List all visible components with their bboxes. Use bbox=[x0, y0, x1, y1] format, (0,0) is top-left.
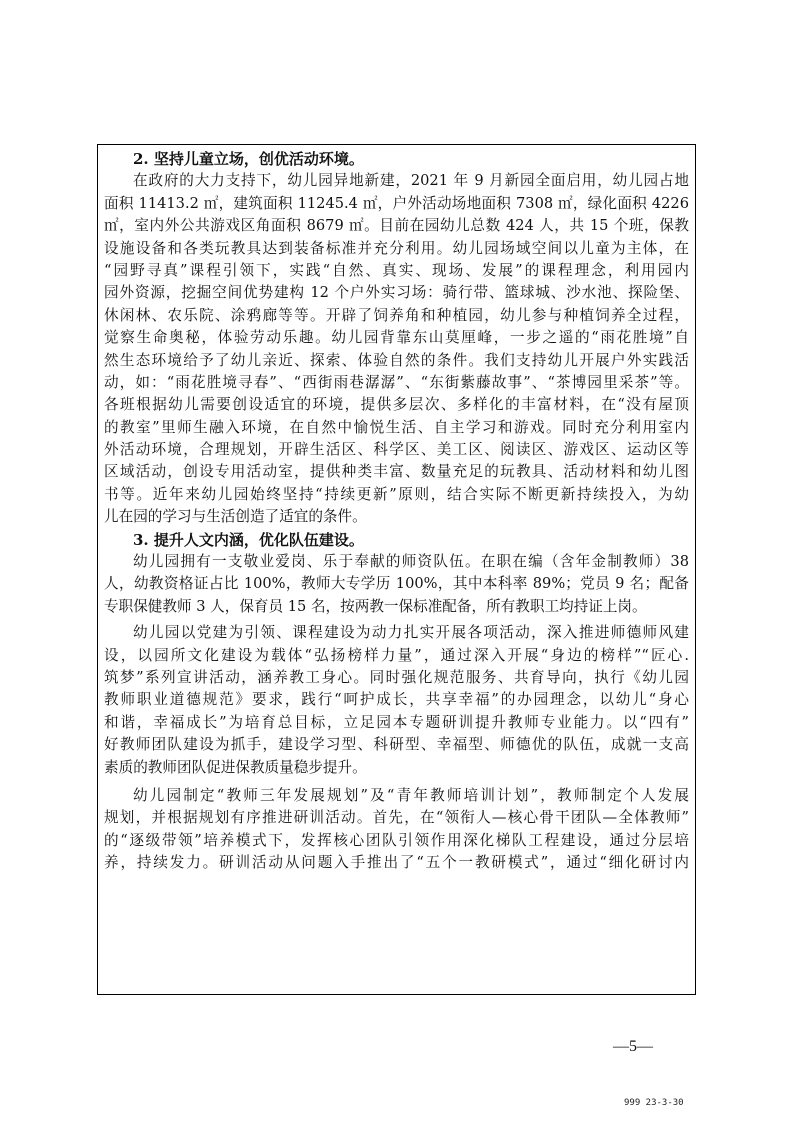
text-line: ㎡，室内外公共游戏区角面积 8679 ㎡。目前在园幼儿总数 424 人，共 15 个班，保教 bbox=[104, 217, 689, 235]
section-2-paragraph bbox=[104, 170, 689, 528]
text-line: 人，幼教资格证占比 100%，教师大专学历 100%，其中本科率 89%；党员 9 名；配备 bbox=[104, 575, 689, 593]
text-line: 区域活动，创设专用活动室，提供种类丰富、数量充足的玩教具、活动材料和幼儿图 bbox=[104, 463, 689, 481]
text-line: 和谐，幸福成长”为培育总目标，立足园本专题研训提升教师专业能力。以“四有” bbox=[104, 713, 689, 731]
text-line: 筑梦”系列宣讲活动，涵养教工身心。同时强化规范服务、共育导向，执行《幼儿园 bbox=[104, 668, 689, 686]
page-number: —5— bbox=[613, 1038, 653, 1055]
section-3-paragraph-2 bbox=[104, 622, 689, 779]
text-line: 教师职业道德规范》要求，践行“呵护成长，共享幸福”的办园理念，以幼儿“身心 bbox=[104, 691, 689, 709]
text-line: 素质的教师团队促进保教质量稳步提升。 bbox=[104, 758, 367, 776]
section-3-heading: 3. 提升人文内涵，优化队伍建设。 bbox=[133, 530, 364, 549]
text-line: 儿在园的学习与生活创造了适宜的条件。 bbox=[104, 508, 367, 526]
text-line: 设施设备和各类玩教具达到装备标准并充分利用。幼儿园场域空间以儿童为主体，在 bbox=[104, 239, 689, 257]
text-line: 面积 11413.2 ㎡，建筑面积 11245.4 ㎡，户外活动场地面积 7308 ㎡，绿化面积 4226 bbox=[104, 194, 689, 212]
text-line: 好教师团队建设为抓手，建设学习型、科研型、幸福型、师德优的队伍，成就一支高 bbox=[104, 736, 689, 754]
print-stamp: 999 23-3-30 bbox=[624, 1098, 684, 1108]
text-line: 设，以园所文化建设为载体“弘扬榜样力量”，通过深入开展“身边的榜样”“匠心. bbox=[104, 646, 689, 664]
text-line: 幼儿园以党建为引领、课程建设为动力扎实开展各项活动，深入推进师德师风建 bbox=[133, 624, 689, 642]
text-line: 休闲林、农乐院、涂鸦廊等等。开辟了饲养角和种植园，幼儿参与种植饲养全过程， bbox=[104, 306, 689, 324]
text-line: 养，持续发力。研训活动从问题入手推出了“五个一教研模式”，通过“细化研讨内 bbox=[104, 854, 689, 872]
text-line: 各班根据幼儿需要创设适宜的环境，提供多层次、多样化的丰富材料，在“没有屋顶 bbox=[104, 396, 689, 414]
document-body bbox=[104, 148, 689, 875]
text-line: “园野寻真”课程引领下，实践“自然、真实、现场、发展”的课程理念，利用园内 bbox=[104, 261, 689, 279]
text-line: 的教室”里师生融入环境，在自然中愉悦生活、自主学习和游戏。同时充分利用室内 bbox=[104, 418, 689, 436]
section-3-paragraph-1 bbox=[104, 551, 689, 618]
text-line: 幼儿园制定“教师三年发展规划”及“青年教师培训计划”，教师制定个人发展 bbox=[133, 786, 689, 804]
text-line: 动，如：“雨花胜境寻春”、“西街雨巷潺潺”、“东街紫藤故事”、“茶博园里采茶”等。 bbox=[104, 373, 689, 391]
text-line: 觉察生命奥秘，体验劳动乐趣。幼儿园背靠东山莫厘峰，一步之遥的“雨花胜境”自 bbox=[104, 329, 689, 347]
text-line: 园外资源，挖掘空间优势建构 12 个户外实习场：骑行带、篮球城、沙水池、探险堡、 bbox=[104, 284, 689, 302]
text-line: 外活动环境，合理规划，开辟生活区、科学区、美工区、阅读区、游戏区、运动区等 bbox=[104, 441, 689, 459]
section-2-heading: 2. 坚持儿童立场，创优活动环境。 bbox=[133, 150, 364, 168]
text-line: 专职保健教师 3 人，保育员 15 名，按两教一保标准配备，所有教职工均持证上岗。 bbox=[104, 597, 647, 615]
text-line: 幼儿园拥有一支敬业爱岗、乐于奉献的师资队伍。在职在编（含年金制教师）38 bbox=[133, 553, 689, 571]
section-3-paragraph-3 bbox=[104, 785, 689, 875]
text-line: 然生态环境给予了幼儿亲近、探索、体验自然的条件。我们支持幼儿开展户外实践活 bbox=[104, 351, 689, 369]
text-line: 的“逐级带领”培养模式下，发挥核心团队引领作用深化梯队工程建设，通过分层培 bbox=[104, 831, 689, 849]
text-line: 书等。近年来幼儿园始终坚持“持续更新”原则，结合实际不断更新持续投入，为幼 bbox=[104, 485, 689, 503]
text-line: 规划，并根据规划有序推进研训活动。首先，在“领衔人—核心骨干团队—全体教师” bbox=[104, 809, 689, 827]
text-line: 在政府的大力支持下，幼儿园异地新建，2021 年 9 月新园全面启用，幼儿园占地 bbox=[133, 172, 689, 190]
